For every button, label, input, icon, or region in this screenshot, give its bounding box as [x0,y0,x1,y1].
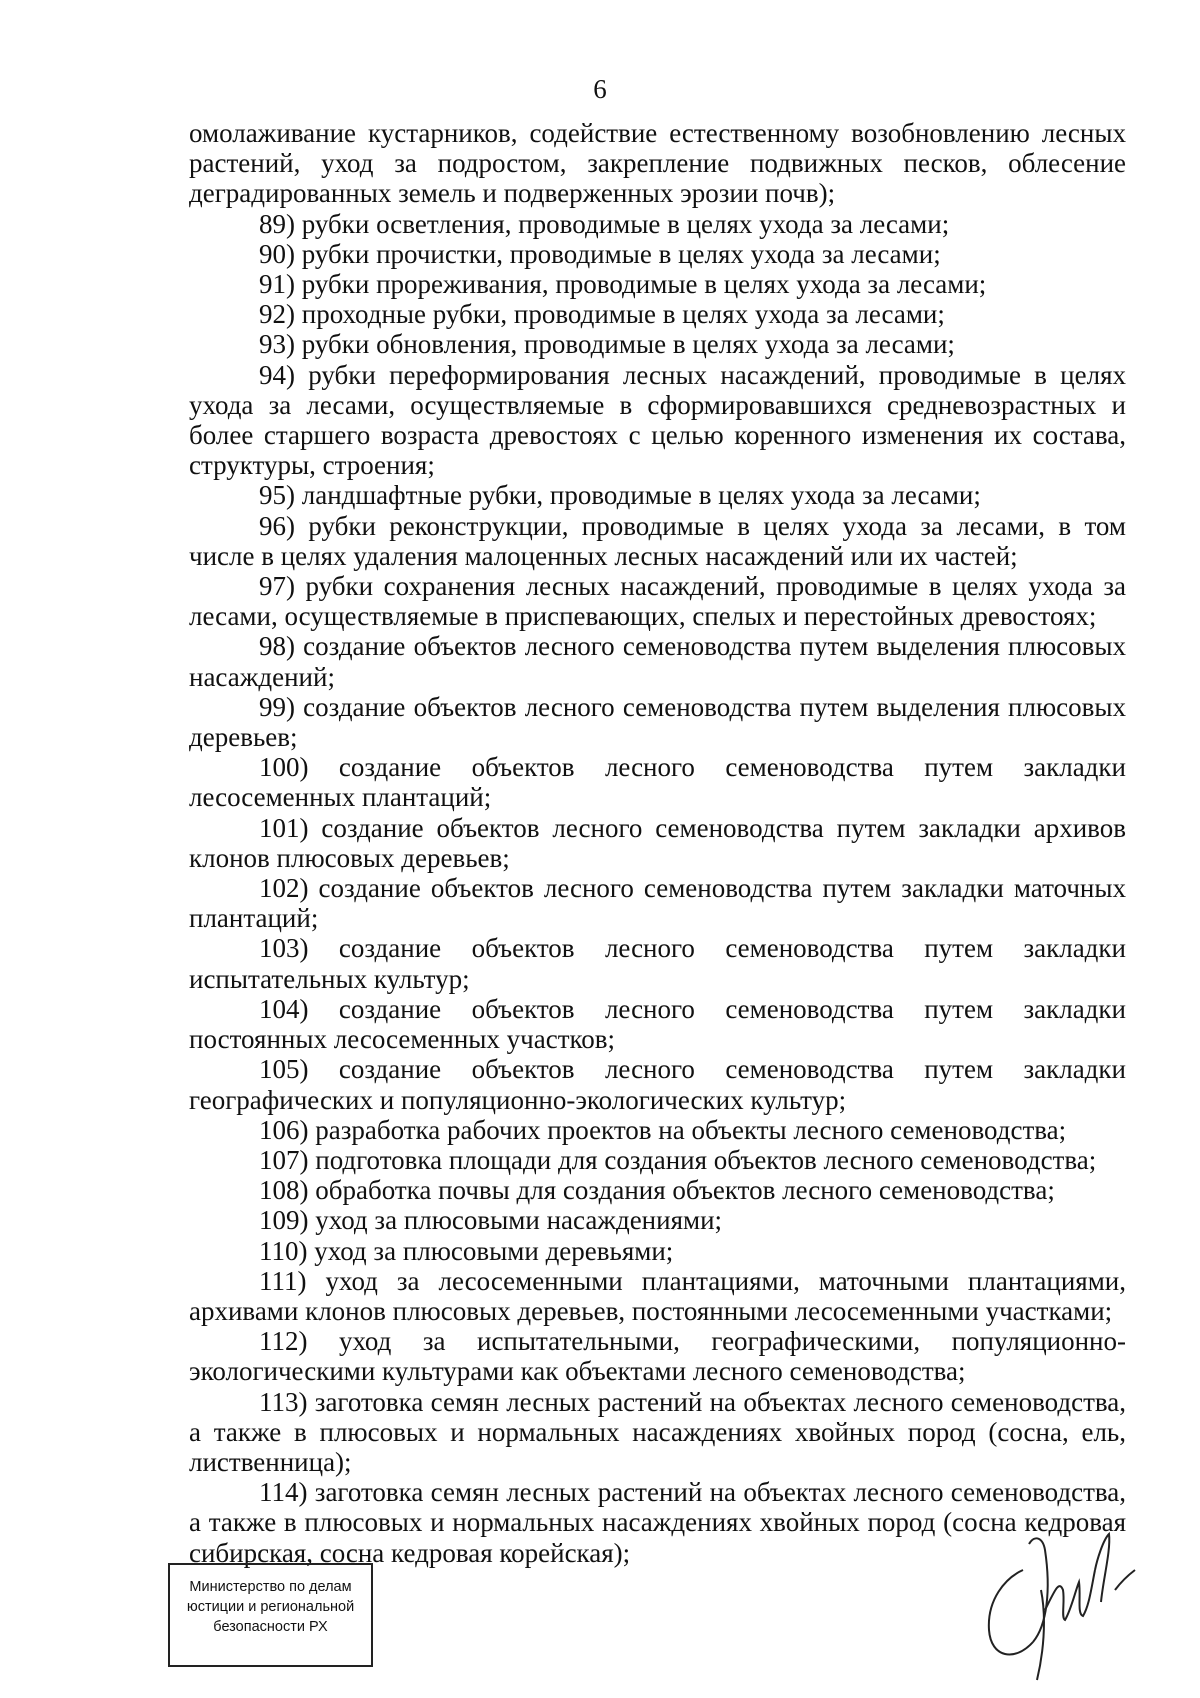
document-paragraph: 112) уход за испытательными, географическими, популяционно-экологическими культурами как объектами лесного семеноводства; [189,1326,1126,1387]
document-paragraph: 91) рубки прореживания, проводимые в целях ухода за лесами; [259,269,987,300]
document-paragraph: 90) рубки прочистки, проводимые в целях ухода за лесами; [259,238,941,269]
document-paragraph: 110) уход за плюсовыми деревьями; [259,1235,674,1266]
document-body [189,118,1126,1568]
stamp-line: безопасности РХ [213,1619,328,1635]
document-paragraph: 107) подготовка площади для создания объектов лесного семеноводства; [259,1144,1097,1175]
document-paragraph: 108) обработка почвы для создания объектов лесного семеноводства; [259,1175,1055,1206]
document-paragraph: 102) создание объектов лесного семеноводства путем закладки маточных плантаций; [189,873,1126,934]
document-paragraph: 93) рубки обновления, проводимые в целях ухода за лесами; [259,329,955,360]
document-paragraph: 97) рубки сохранения лесных насаждений, проводимые в целях ухода за лесами, осуществляемые в приспевающих, спелых и перестойных древостоях; [189,571,1126,632]
document-paragraph: 103) создание объектов лесного семеноводства путем закладки испытательных культур; [189,933,1126,994]
document-paragraph: 106) разработка рабочих проектов на объекты лесного семеноводства; [259,1114,1067,1145]
document-paragraph: 113) заготовка семян лесных растений на объектах лесного семеноводства, а также в плюсовых и нормальных насаждениях хвойных пород (сосна, ель, лиственница); [189,1386,1126,1477]
document-paragraph: 109) уход за плюсовыми насаждениями; [259,1205,723,1236]
handwritten-signature [985,1530,1155,1690]
document-paragraph: 105) создание объектов лесного семеноводства путем закладки географических и популяционно-экологических культур; [189,1054,1126,1115]
document-paragraph: 101) создание объектов лесного семеноводства путем закладки архивов клонов плюсовых деревьев; [189,812,1126,873]
document-paragraph: 98) создание объектов лесного семеноводства путем выделения плюсовых насаждений; [189,631,1126,692]
document-paragraph: 89) рубки осветления, проводимые в целях ухода за лесами; [259,208,950,239]
stamp-line: Министерство по делам [189,1579,352,1595]
stamp-line: юстиции и региональной [186,1599,355,1615]
document-paragraph: 94) рубки переформирования лесных насаждений, проводимые в целях ухода за лесами, осуществляемые в сформировавшихся средневозрастных и более старшего возраста древостоях с целью коренного изменения их состава, структуры, строения; [189,359,1126,481]
document-paragraph: 111) уход за лесосеменными плантациями, маточными плантациями, архивами клонов плюсовых деревьев, постоянными лесосеменными участками; [189,1265,1126,1326]
page-number: 6 [593,74,607,104]
document-paragraph: омолаживание кустарников, содействие естественному возобновлению лесных растений, уход за подростом, закрепление подвижных песков, облесение деградированных земель и подверженных эрозии почв); [189,118,1126,209]
document-paragraph: 95) ландшафтные рубки, проводимые в целях ухода за лесами; [259,480,981,511]
registration-stamp [168,1563,373,1667]
document-paragraph: 92) проходные рубки, проводимые в целях ухода за лесами; [259,299,945,330]
document-paragraph: 96) рубки реконструкции, проводимые в целях ухода за лесами, в том числе в целях удаления малоценных лесных насаждений или их частей; [189,510,1126,571]
document-paragraph: 99) создание объектов лесного семеноводства путем выделения плюсовых деревьев; [189,691,1126,753]
document-paragraph: 114) заготовка семян лесных растений на объектах лесного семеноводства, а также в плюсовых и нормальных насаждениях хвойных пород (сосна кедровая сибирская, сосна кедровая корейская); [189,1477,1126,1568]
document-paragraph: 104) создание объектов лесного семеноводства путем закладки постоянных лесосеменных участков; [189,993,1126,1055]
document-paragraph: 100) создание объектов лесного семеноводства путем закладки лесосеменных плантаций; [189,752,1126,813]
